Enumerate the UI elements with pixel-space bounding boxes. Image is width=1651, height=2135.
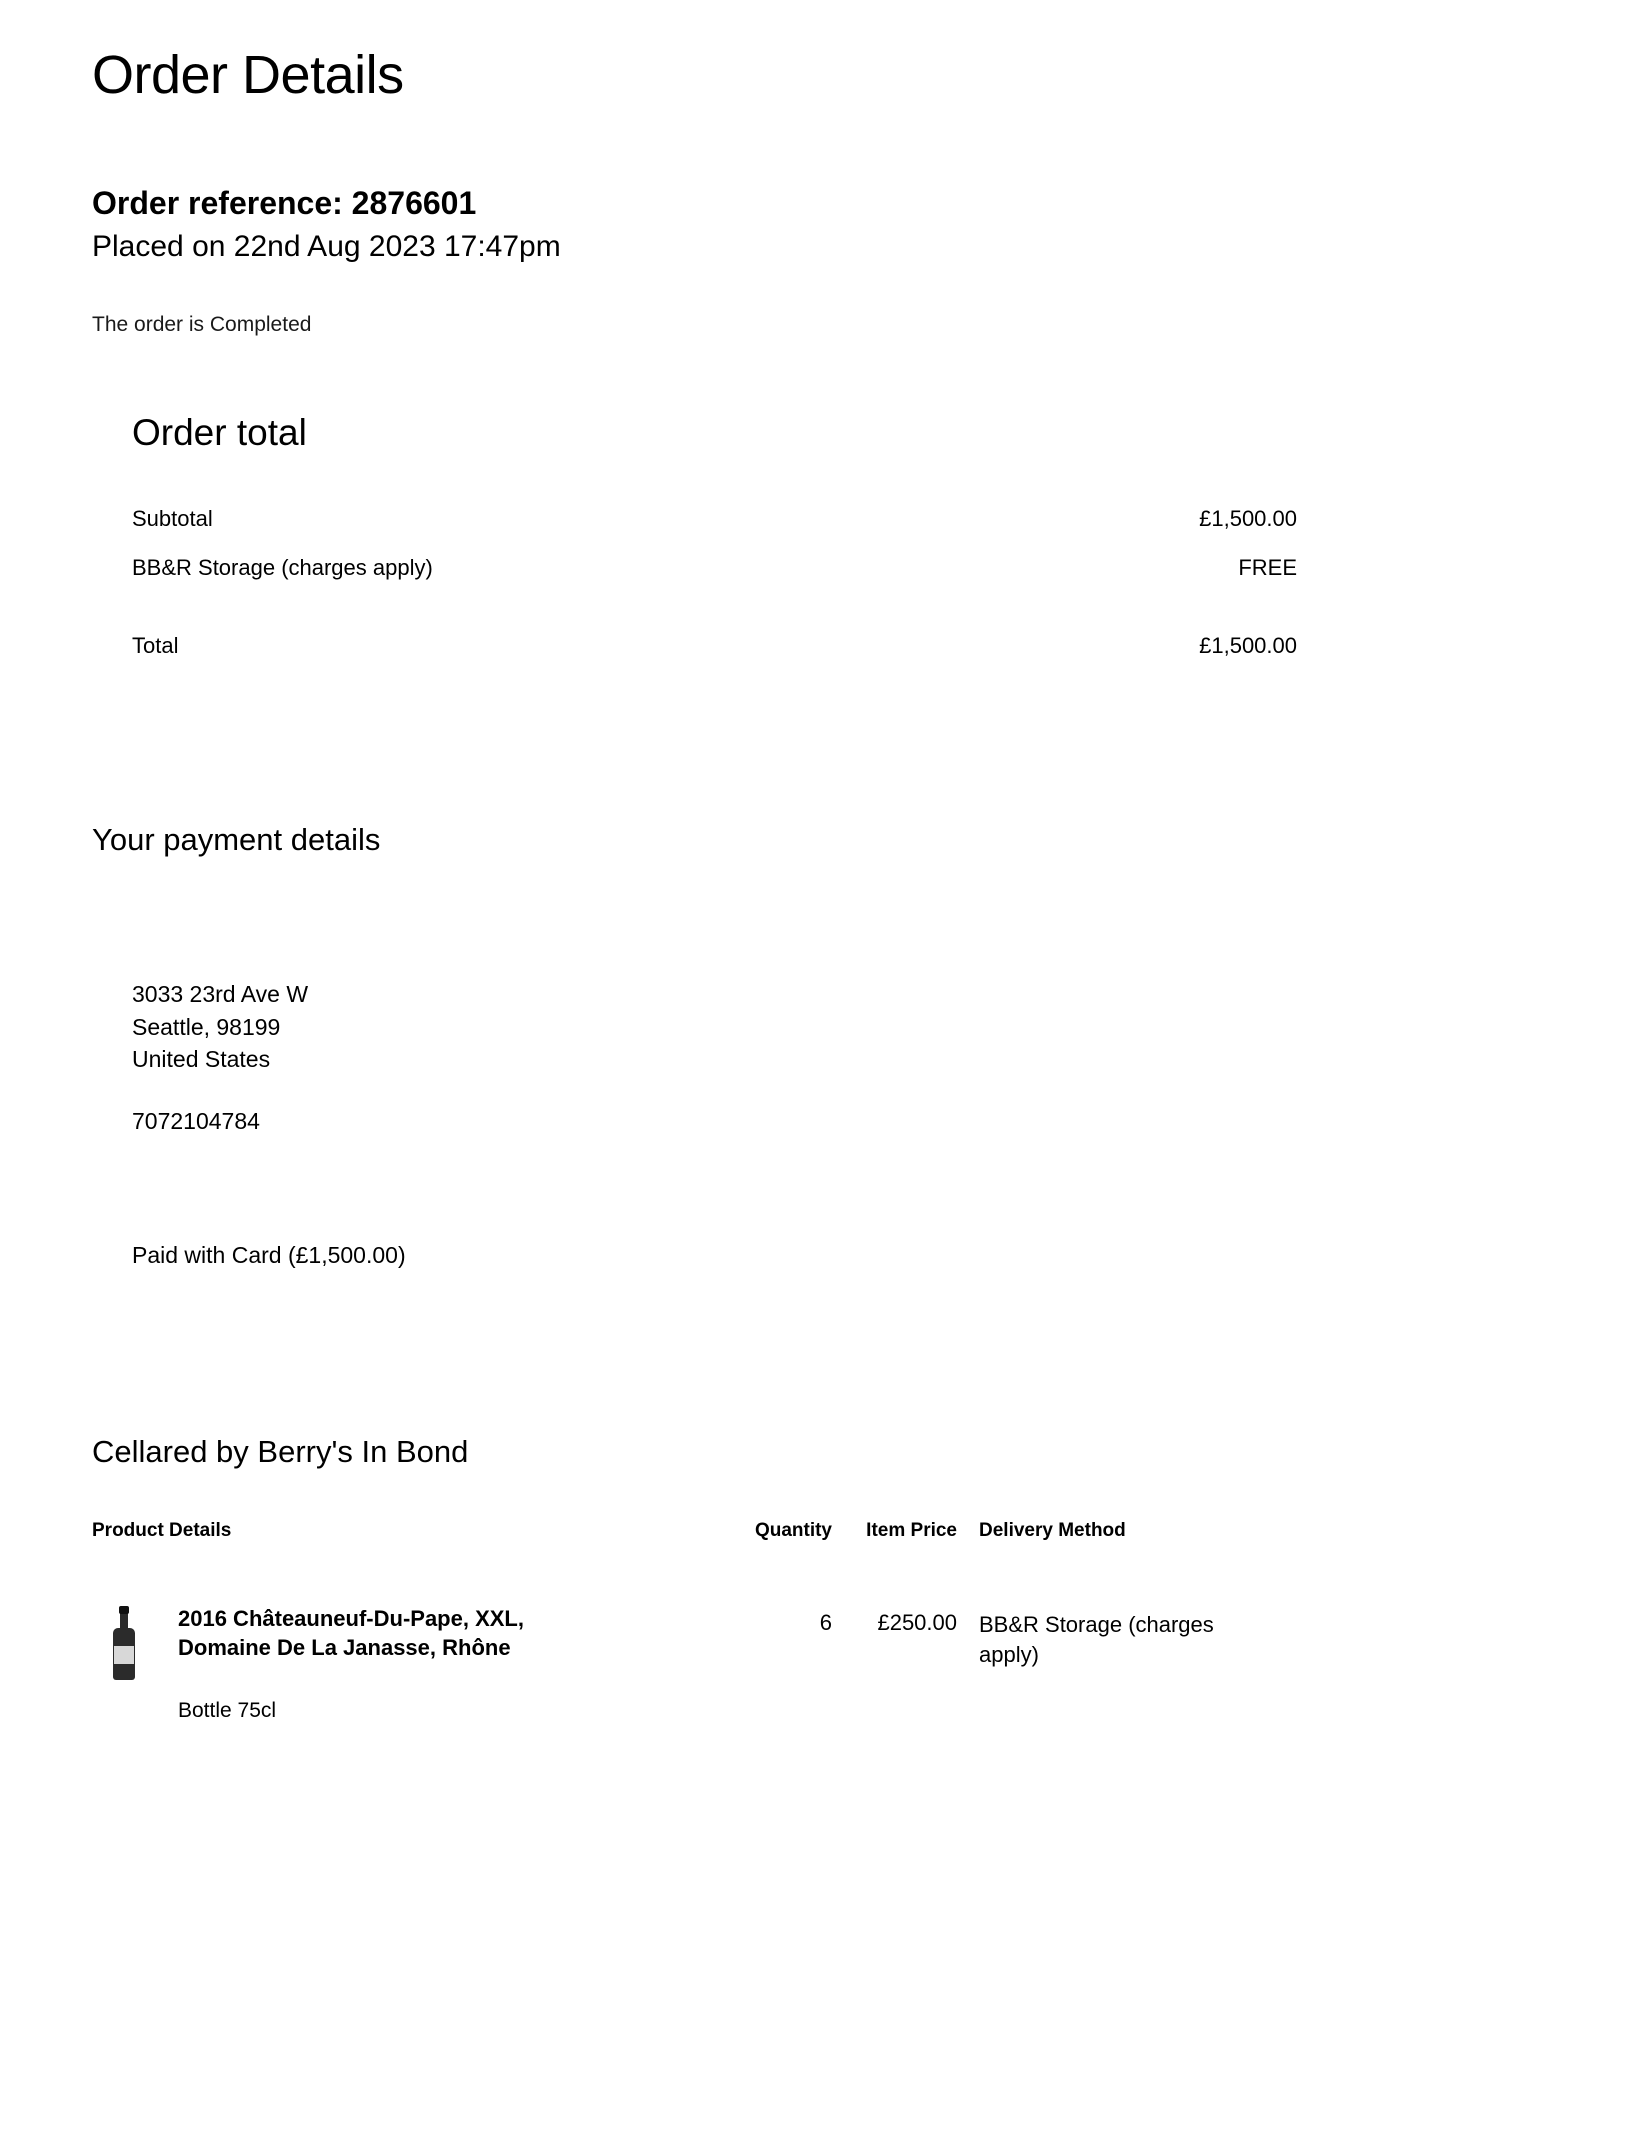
product-quantity: 6 (819, 1610, 832, 1635)
column-header-item-price: Item Price (866, 1520, 957, 1541)
wine-bottle-icon (92, 1604, 156, 1680)
products-table-header (92, 1520, 1307, 1554)
paid-with-method: Paid with Card (£1,500.00) (132, 1242, 406, 1268)
grand-total-value: £1,500.00 (1199, 633, 1297, 658)
product-format: Bottle 75cl (178, 1698, 277, 1722)
order-status: The order is Completed (92, 313, 312, 336)
product-cell (92, 1604, 712, 1723)
total-row-value: FREE (1238, 555, 1297, 580)
product-text (156, 1604, 618, 1723)
order-reference: Order reference: 2876601 (92, 185, 477, 221)
column-header-quantity: Quantity (754, 1520, 832, 1541)
order-total-table (132, 508, 1297, 684)
column-header-product: Product Details (92, 1520, 232, 1541)
total-row-label: BB&R Storage (charges apply) (132, 555, 433, 580)
grand-total-label: Total (132, 633, 179, 658)
total-row (132, 508, 1297, 530)
billing-address (132, 978, 308, 1076)
products-table (92, 1520, 1307, 1723)
order-total-heading: Order total (132, 412, 307, 453)
product-name: 2016 Châteauneuf-Du-Pape, XXL, Domaine De La Janasse, Rhône (178, 1606, 524, 1661)
total-row (132, 557, 1297, 579)
total-row-value: £1,500.00 (1199, 506, 1297, 531)
page-title: Order Details (92, 45, 404, 106)
product-item-price: £250.00 (877, 1610, 957, 1635)
column-header-delivery-method: Delivery Method (979, 1520, 1126, 1541)
contact-phone: 7072104784 (132, 1108, 260, 1134)
address-line-3: United States (132, 1046, 271, 1073)
address-line-1: 3033 23rd Ave W (132, 981, 309, 1007)
product-delivery-method: BB&R Storage (charges apply) (979, 1612, 1214, 1667)
payment-details-heading: Your payment details (92, 822, 381, 857)
total-row-label: Subtotal (132, 506, 213, 531)
products-section-heading: Cellared by Berry's In Bond (92, 1434, 469, 1469)
table-row (92, 1554, 1307, 1723)
order-placed-date: Placed on 22nd Aug 2023 17:47pm (92, 230, 561, 263)
total-row-grand (132, 635, 1297, 657)
address-line-2: Seattle, 98199 (132, 1013, 281, 1040)
